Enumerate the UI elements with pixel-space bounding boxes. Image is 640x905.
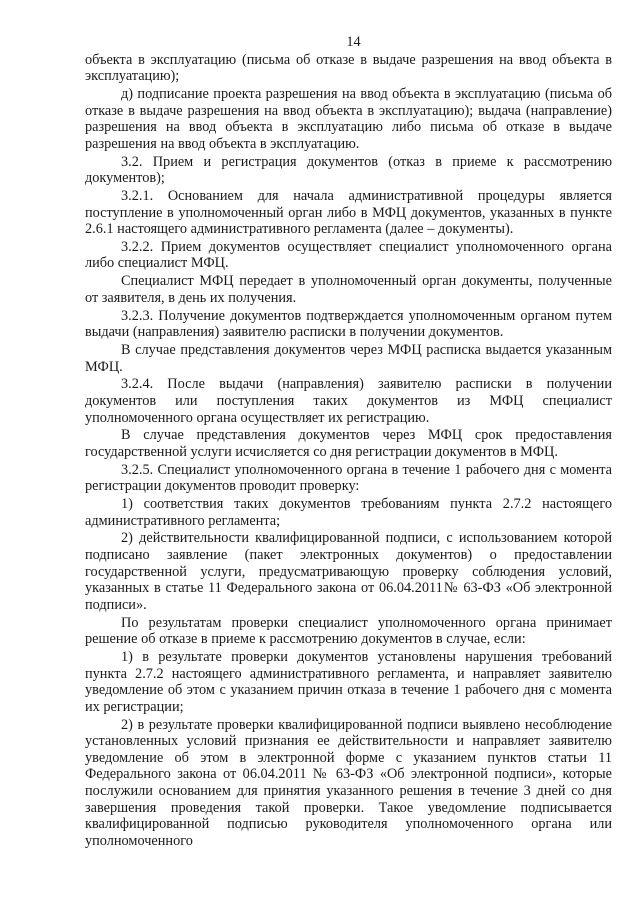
- paragraph-4: 3.2.1. Основанием для начала административной процедуры является поступление в уполномоченный орган либо в МФЦ документов, указанных в пункте 2.6.1 настоящего административного регламента (далее – документы).: [85, 187, 612, 238]
- paragraph-16: 2) в результате проверки квалифицированной подписи выявлено несоблюдение установленных условий признания ее действительности и направляет заявителю уведомление об этом в электронной форме с указанием пунктов статьи 11 Федерального закона от 06.04.2011 № 63-ФЗ «Об электронной подписи», которые послужили основанием для принятия указанного решения в течение 3 дней со дня завершения проведения такой проверки. Такое уведомление подписывается квалифицированной подписью руководителя уполномоченного органа или уполномоченного: [85, 716, 612, 849]
- paragraph-3: 3.2. Прием и регистрация документов (отказ в приеме к рассмотрению документов);: [85, 153, 612, 187]
- page-number: 14: [346, 34, 361, 50]
- paragraph-14: По результатам проверки специалист уполномоченного органа принимает решение об отказе в приеме к рассмотрению документов в случае, если:: [85, 614, 612, 648]
- paragraph-2: д) подписание проекта разрешения на ввод объекта в эксплуатацию (письма об отказе в выдаче разрешения на ввод объекта в эксплуатацию); выдача (направление) разрешения на ввод объекта в эксплуатацию либо письма об отказе в выдаче разрешения на ввод объекта в эксплуатацию.: [85, 85, 612, 152]
- paragraph-6: Специалист МФЦ передает в уполномоченный орган документы, полученные от заявителя, в день их получения.: [85, 273, 612, 306]
- paragraph-10: В случае представления документов через МФЦ срок предоставления государственной услуги исчисляется со дня регистрации документов в МФЦ.: [85, 427, 612, 460]
- paragraph-1: объекта в эксплуатацию (письма об отказе в выдаче разрешения на ввод объекта в эксплуатацию);: [85, 51, 612, 85]
- paragraph-5: 3.2.2. Прием документов осуществляет специалист уполномоченного органа либо специалист МФЦ.: [85, 238, 612, 272]
- paragraph-8: В случае представления документов через МФЦ расписка выдается указанным МФЦ.: [85, 342, 612, 375]
- paragraph-7: 3.2.3. Получение документов подтверждается уполномоченным органом путем выдачи (направления) заявителю расписки в получении документов.: [85, 307, 612, 341]
- paragraph-12: 1) соответствия таких документов требованиям пункта 2.7.2 настоящего административного регламента;: [85, 496, 612, 529]
- paragraph-13: 2) действительности квалифицированной подписи, с использованием которой подписано заявление (пакет электронных документов) о предоставлении государственной услуги, предусматривающую проверку соблюдения условий, указанных в статье 11 Федерального закона от 06.04.2011№ 63-ФЗ «Об электронной подписи».: [85, 530, 612, 613]
- paragraph-11: 3.2.5. Специалист уполномоченного органа в течение 1 рабочего дня с момента регистрации документов проводит проверку:: [85, 461, 612, 495]
- paragraph-9: 3.2.4. После выдачи (направления) заявителю расписки в получении документов или поступления таких документов из МФЦ специалист уполномоченного органа осуществляет их регистрацию.: [85, 376, 612, 426]
- paragraph-15: 1) в результате проверки документов установлены нарушения требований пункта 2.7.2 настоящего административного регламента, и направляет заявителю уведомление об этом с указанием причин отказа в течение 1 рабочего дня с момента их регистрации;: [85, 649, 612, 715]
